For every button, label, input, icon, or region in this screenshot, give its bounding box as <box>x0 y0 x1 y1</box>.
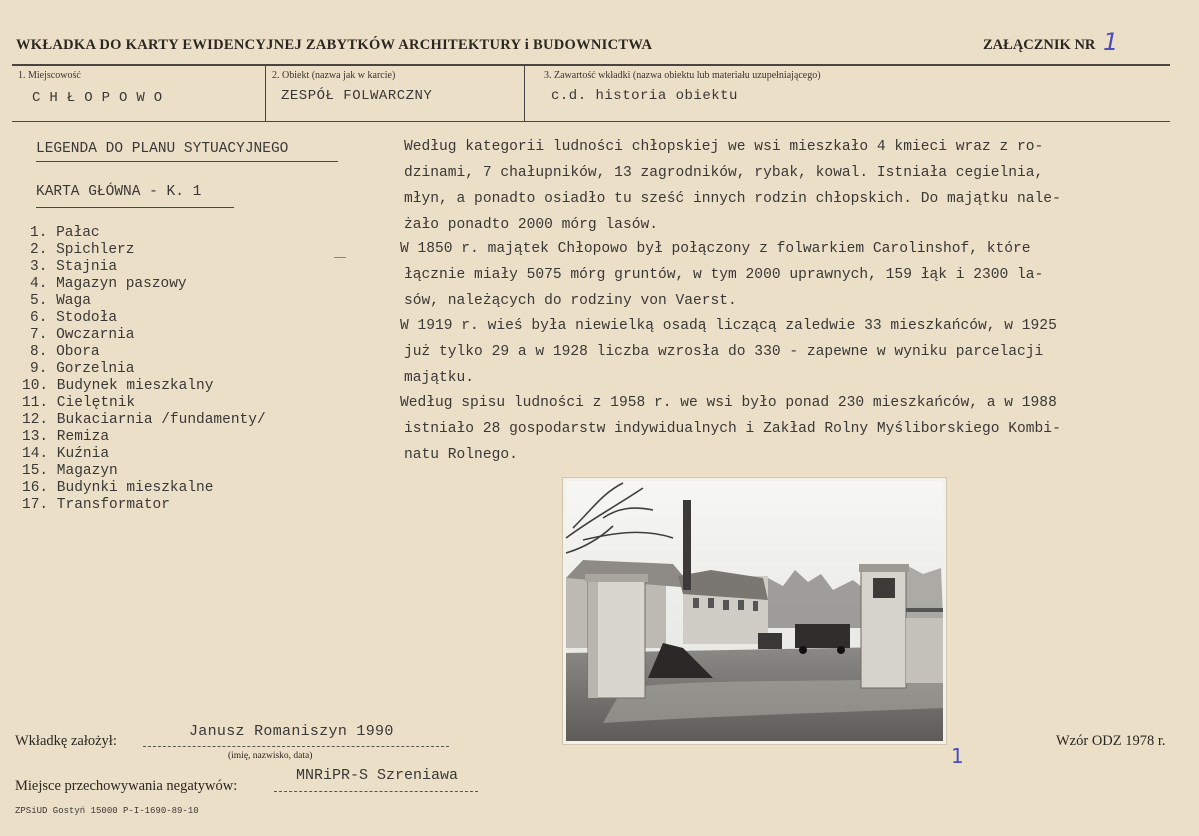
history-line: istniało 28 gospodarstw indywidualnych i Zakład Rolny Myśliborskiego Kombi- <box>404 421 1061 437</box>
attachment-label: ZAŁĄCZNIK NR <box>983 37 1096 53</box>
legend-item: 13. Remiza <box>22 429 110 445</box>
legend-item: 1. Pałac <box>30 225 100 241</box>
legend-subtitle-underline <box>36 207 234 208</box>
locality-label: 1. Miejscowość <box>18 70 81 81</box>
fields-bottom-rule <box>12 121 1170 122</box>
photograph <box>563 478 946 744</box>
content-value: c.d. historia obiektu <box>551 88 738 104</box>
storage-dotted-line <box>274 791 478 792</box>
legend-item: 8. Obora <box>30 344 100 360</box>
pencil-mark <box>334 257 346 258</box>
legend-item: 11. Cielętnik <box>22 395 136 411</box>
legend-item: 12. Bukaciarnia /fundamenty/ <box>22 412 266 428</box>
form-model: Wzór ODZ 1978 r. <box>1056 733 1166 749</box>
storage-label: Miejsce przechowywania negatywów: <box>15 778 238 794</box>
author-value: Janusz Romaniszyn 1990 <box>189 723 394 740</box>
history-line: dzinami, 7 chałupników, 13 zagrodników, rybak, kowal. Istniała cegielnia, <box>404 165 1044 181</box>
legend-item: 3. Stajnia <box>30 259 118 275</box>
printer-imprint: ZPSiUD Gostyń 15000 P-I-1690-89-10 <box>15 806 199 816</box>
history-line: młyn, a ponadto osiadło tu sześć innych rodzin chłopskich. Do majątku nale- <box>404 191 1061 207</box>
legend-title: LEGENDA DO PLANU SYTUACYJNEGO <box>36 141 289 157</box>
history-line: żało ponadto 2000 mórg lasów. <box>404 217 658 233</box>
legend-item: 15. Magazyn <box>22 463 118 479</box>
legend-item: 7. Owczarnia <box>30 327 135 343</box>
author-hint: (imię, nazwisko, data) <box>228 751 313 761</box>
history-line: sów, należących do rodziny von Vaerst. <box>404 293 737 309</box>
field-divider-2 <box>524 64 525 122</box>
locality-value: CHŁOPOWO <box>32 90 172 106</box>
legend-item: 9. Gorzelnia <box>30 361 135 377</box>
history-line: majątku. <box>404 370 475 386</box>
legend-item: 4. Magazyn paszowy <box>30 276 187 292</box>
legend-item: 17. Transformator <box>22 497 170 513</box>
legend-item: 14. Kuźnia <box>22 446 110 462</box>
object-label: 2. Obiekt (nazwa jak w karcie) <box>272 70 396 81</box>
farm-gate-photo-image <box>563 478 946 744</box>
history-line: Według spisu ludności z 1958 r. we wsi było ponad 230 mieszkańców, a w 1988 <box>400 395 1057 411</box>
photo-number: 1 <box>951 744 964 768</box>
history-line: Według kategorii ludności chłopskiej we wsi mieszkało 4 kmieci wraz z ro- <box>404 139 1044 155</box>
field-divider-1 <box>265 64 266 122</box>
legend-item: 5. Waga <box>30 293 91 309</box>
legend-item: 2. Spichlerz <box>30 242 135 258</box>
history-line: łącznie miały 5075 mórg gruntów, w tym 2000 uprawnych, 159 łąk i 2300 la- <box>404 267 1044 283</box>
author-dotted-line <box>143 746 449 747</box>
legend-item: 6. Stodoła <box>30 310 118 326</box>
legend-item: 10. Budynek mieszkalny <box>22 378 214 394</box>
attachment-number: 1 <box>1103 28 1119 56</box>
history-line: już tylko 29 a w 1928 liczba wzrosła do 330 - zapewne w wyniku parcelacji <box>404 344 1044 360</box>
object-value: ZESPÓŁ FOLWARCZNY <box>281 88 433 104</box>
storage-value: MNRiPR-S Szreniawa <box>296 767 459 784</box>
legend-title-underline <box>36 161 338 162</box>
card-title: WKŁADKA DO KARTY EWIDENCYJNEJ ZABYTKÓW ARCHITEKTURY i BUDOWNICTWA <box>16 37 653 53</box>
author-label: Wkładkę założył: <box>15 733 117 749</box>
header-rule <box>12 64 1170 66</box>
history-line: W 1919 r. wieś była niewielką osadą liczącą zaledwie 33 mieszkańców, w 1925 <box>400 318 1057 334</box>
content-label: 3. Zawartość wkładki (nazwa obiektu lub materiału uzupełniającego) <box>544 70 821 81</box>
legend-subtitle: KARTA GŁÓWNA - K. 1 <box>36 184 202 200</box>
history-line: natu Rolnego. <box>404 447 518 463</box>
history-line: W 1850 r. majątek Chłopowo był połączony z folwarkiem Carolinshof, które <box>400 241 1031 257</box>
legend-item: 16. Budynki mieszkalne <box>22 480 214 496</box>
